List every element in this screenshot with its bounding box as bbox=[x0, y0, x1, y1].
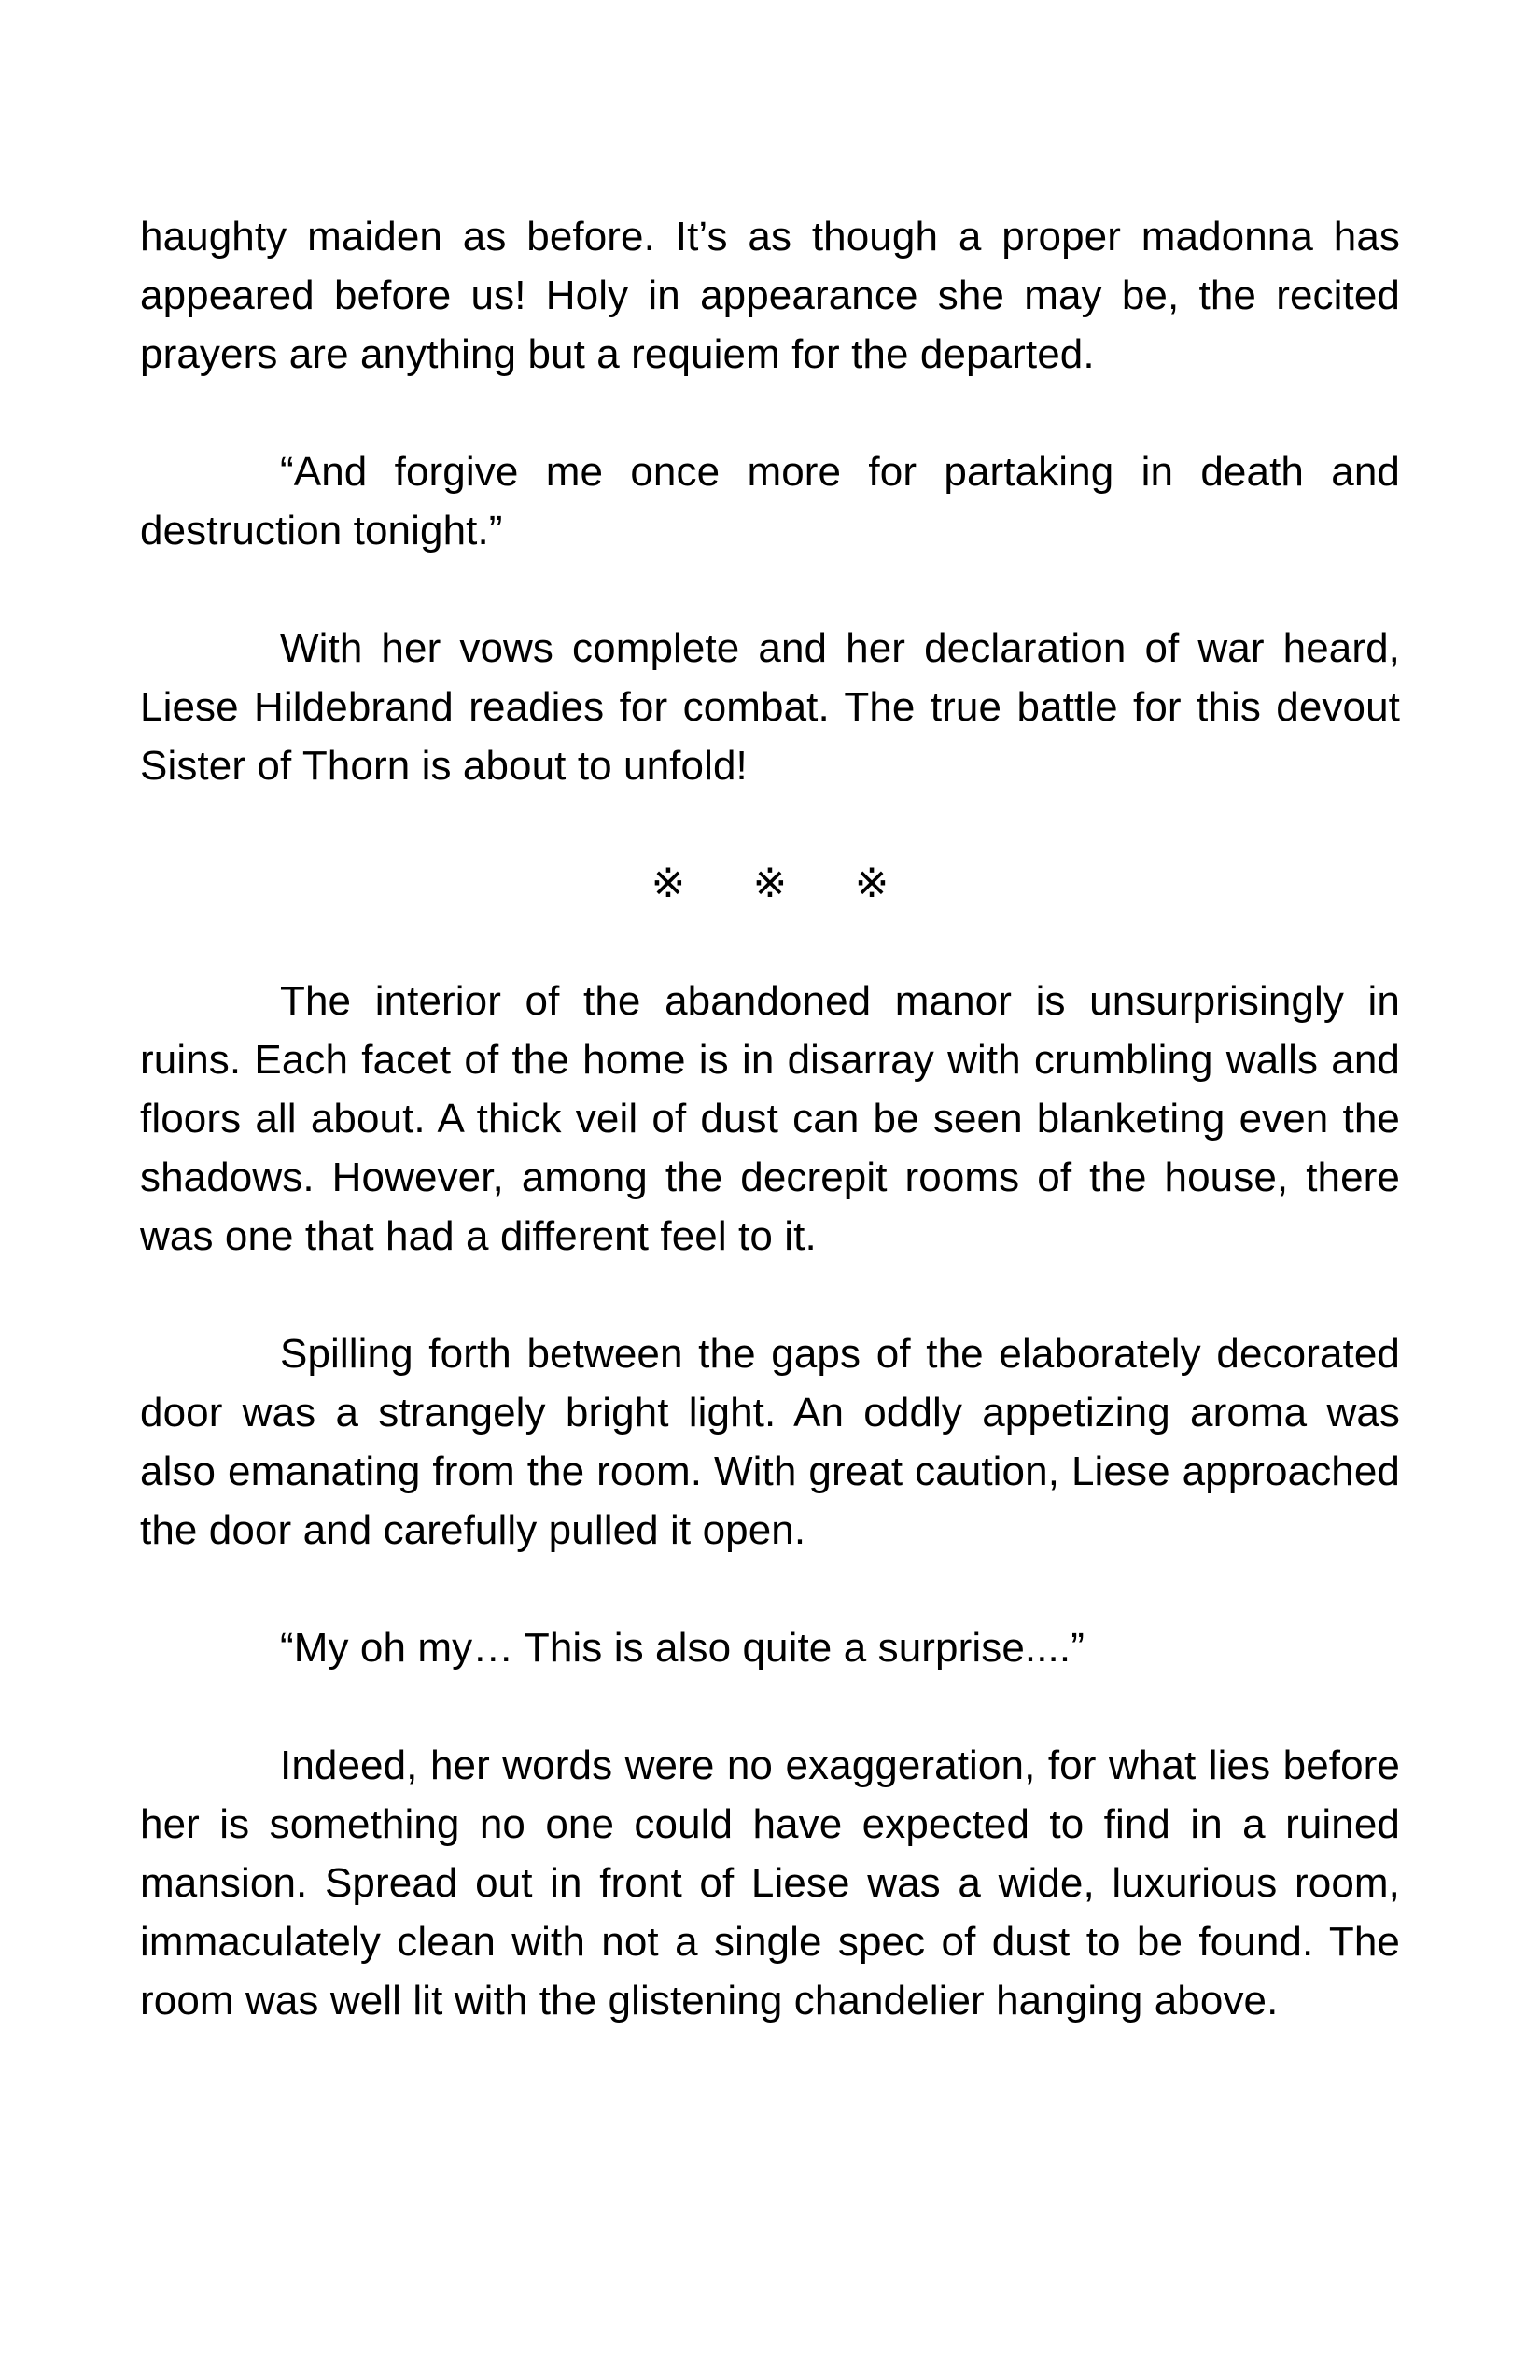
paragraph-dialogue-surprise: “My oh my… This is also quite a surprise....” bbox=[280, 1625, 1085, 1671]
paragraph-narration-manor: The interior of the abandoned manor is unsurprisingly in ruins. Each facet of the home is in disarray with crumbling walls and floors all about. A thick veil of dust can be seen blanketing even the shadows. However, among the decrepit rooms of the house, there was one that had a different feel to it. bbox=[140, 978, 1400, 1259]
paragraph-narration-room: Indeed, her words were no exaggeration, for what lies before her is something no one could have expected to find in a ruined mansion. Spread out in front of Liese was a wide, luxurious room, immaculately clean with not a single spec of dust to be found. The room was well lit with the glistening chandelier hanging above. bbox=[140, 1743, 1400, 2023]
paragraph-dialogue-vow: “And forgive me once more for partaking in death and destruction tonight.” bbox=[140, 449, 1400, 553]
paragraph-narration-door: Spilling forth between the gaps of the elaborately decorated door was a strangely bright light. An oddly appetizing aroma was also emanating from the room. With great caution, Liese approached the door and carefully pulled it open. bbox=[140, 1331, 1400, 1553]
paragraph-continuation: haughty maiden as before. It’s as though a proper madonna has appeared before us! Holy in appearance she may be, the recited prayers are anything but a requiem for the departed. bbox=[140, 214, 1400, 377]
scene-divider: ※ ※ ※ bbox=[651, 861, 889, 906]
paragraph-narration-combat: With her vows complete and her declaration of war heard, Liese Hildebrand readies for combat. The true battle for this devout Sister of Thorn is about to unfold! bbox=[140, 625, 1400, 789]
